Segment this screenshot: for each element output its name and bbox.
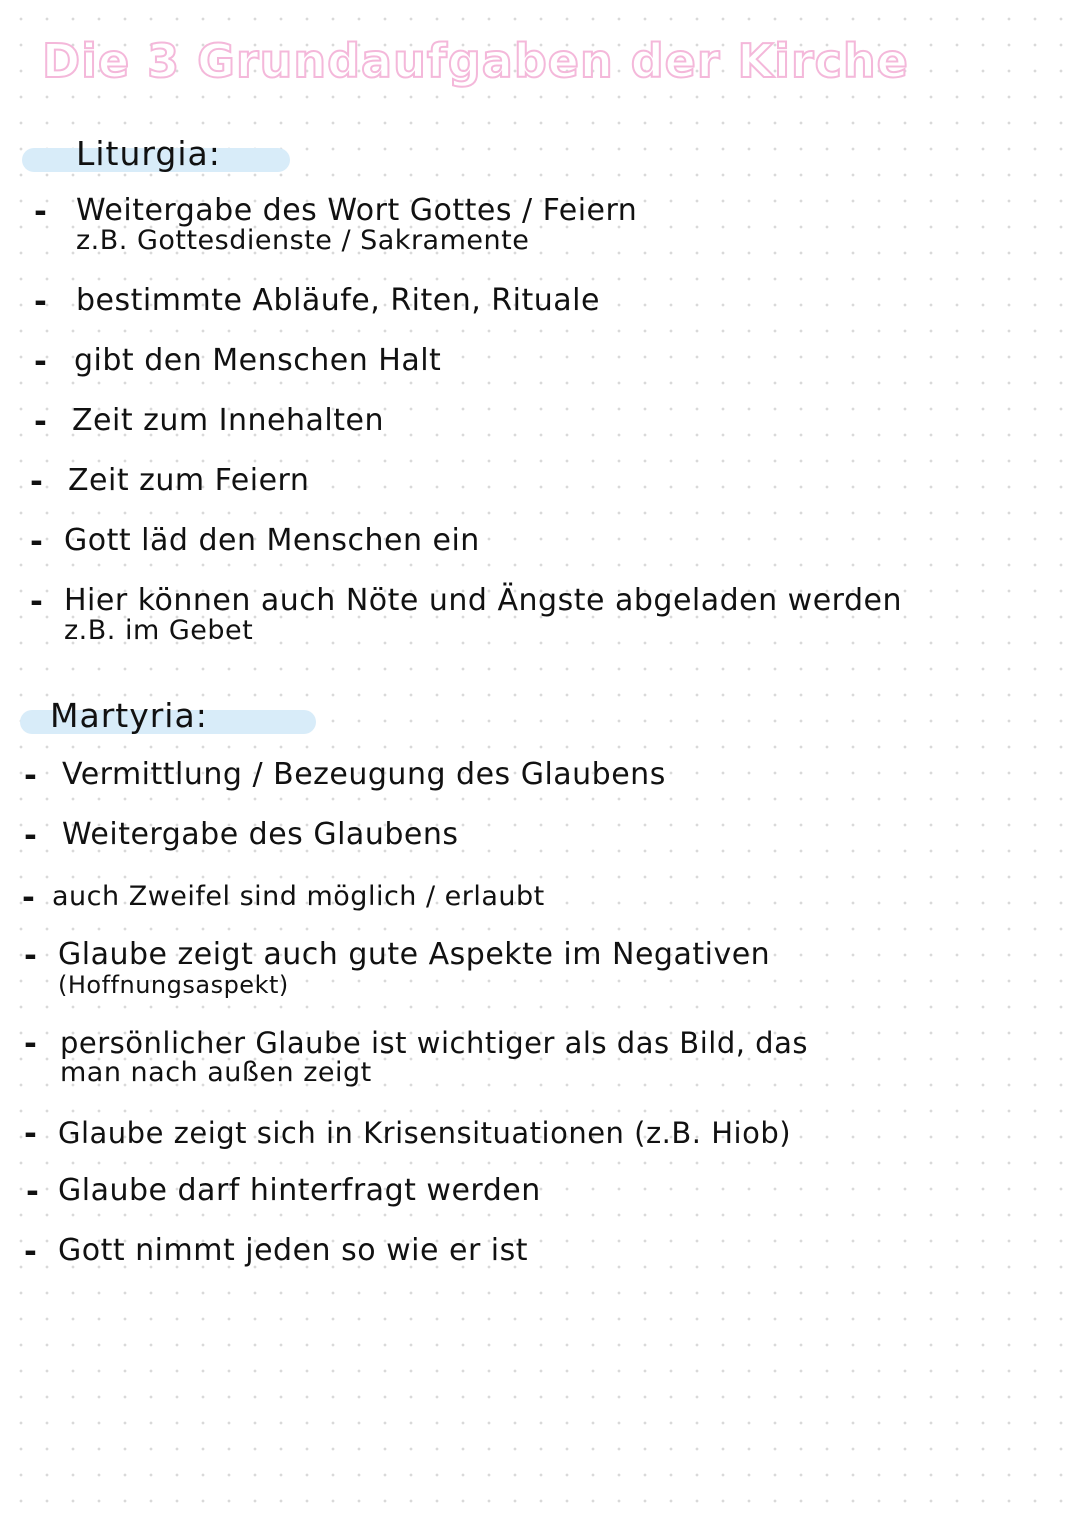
- list-dash: -: [30, 584, 43, 620]
- list-dash: -: [26, 1174, 39, 1210]
- list-item: [34, 284, 600, 318]
- list-item: [24, 1026, 808, 1086]
- list-item-text: Hier können auch Nöte und Ängste abgeladen werden: [64, 583, 902, 618]
- list-item: [24, 1116, 791, 1150]
- list-dash: -: [22, 880, 35, 916]
- list-dash: -: [24, 1026, 37, 1062]
- list-item-text: persönlicher Glaube ist wichtiger als das Bild, das: [60, 1026, 808, 1060]
- list-item-text: Glaube zeigt sich in Krisensituationen (z.B. Hiob): [58, 1116, 792, 1150]
- list-item-text: gibt den Menschen Halt: [74, 343, 442, 378]
- list-item-text: Vermittlung / Bezeugung des Glaubens: [62, 757, 666, 792]
- list-item: [24, 818, 458, 852]
- list-item-subtext: (Hoffnungsaspekt): [58, 971, 289, 999]
- list-dash: -: [24, 938, 37, 974]
- list-item-text: Gott läd den Menschen ein: [64, 523, 480, 558]
- list-item: [24, 1234, 528, 1268]
- list-item-subtext: z.B. im Gebet: [64, 615, 254, 646]
- list-dash: -: [30, 464, 43, 500]
- list-item: [34, 404, 384, 438]
- list-item: [34, 344, 441, 378]
- list-item: [26, 1174, 541, 1208]
- list-dash: -: [34, 284, 47, 320]
- list-dash: -: [24, 1116, 37, 1152]
- list-item: [34, 194, 637, 254]
- list-item-text: Weitergabe des Glaubens: [62, 817, 459, 852]
- list-item-text: Weitergabe des Wort Gottes / Feiern: [76, 193, 638, 228]
- list-item-text: Glaube zeigt auch gute Aspekte im Negativen: [58, 937, 771, 972]
- section-heading-text: Liturgia:: [76, 134, 221, 173]
- list-item: [24, 758, 666, 792]
- list-item: [30, 584, 902, 644]
- list-item: [30, 464, 309, 498]
- list-item-text: Zeit zum Feiern: [68, 463, 310, 498]
- section-heading-text: Martyria:: [50, 696, 208, 735]
- list-item-text: Zeit zum Innehalten: [72, 403, 384, 438]
- list-item-text: auch Zweifel sind möglich / erlaubt: [52, 881, 545, 912]
- section-heading-liturgia: [22, 134, 292, 174]
- list-dash: -: [24, 758, 37, 794]
- list-dash: -: [34, 404, 47, 440]
- list-dash: -: [34, 194, 47, 230]
- list-dash: -: [24, 818, 37, 854]
- list-dash: -: [34, 344, 47, 380]
- list-dash: -: [24, 1234, 37, 1270]
- list-item-subtext: man nach außen zeigt: [60, 1057, 372, 1088]
- section-heading-martyria: [20, 696, 316, 736]
- list-item: [30, 524, 480, 558]
- list-item-subtext: z.B. Gottesdienste / Sakramente: [76, 225, 530, 256]
- page-title: Die 3 Grundaufgaben der Kirche: [42, 34, 909, 88]
- list-dash: -: [30, 524, 43, 560]
- list-item: [22, 880, 545, 914]
- list-item-text: bestimmte Abläufe, Riten, Rituale: [76, 283, 600, 318]
- list-item-text: Gott nimmt jeden so wie er ist: [58, 1233, 529, 1268]
- list-item-text: Glaube darf hinterfragt werden: [58, 1173, 541, 1208]
- list-item: [24, 938, 770, 998]
